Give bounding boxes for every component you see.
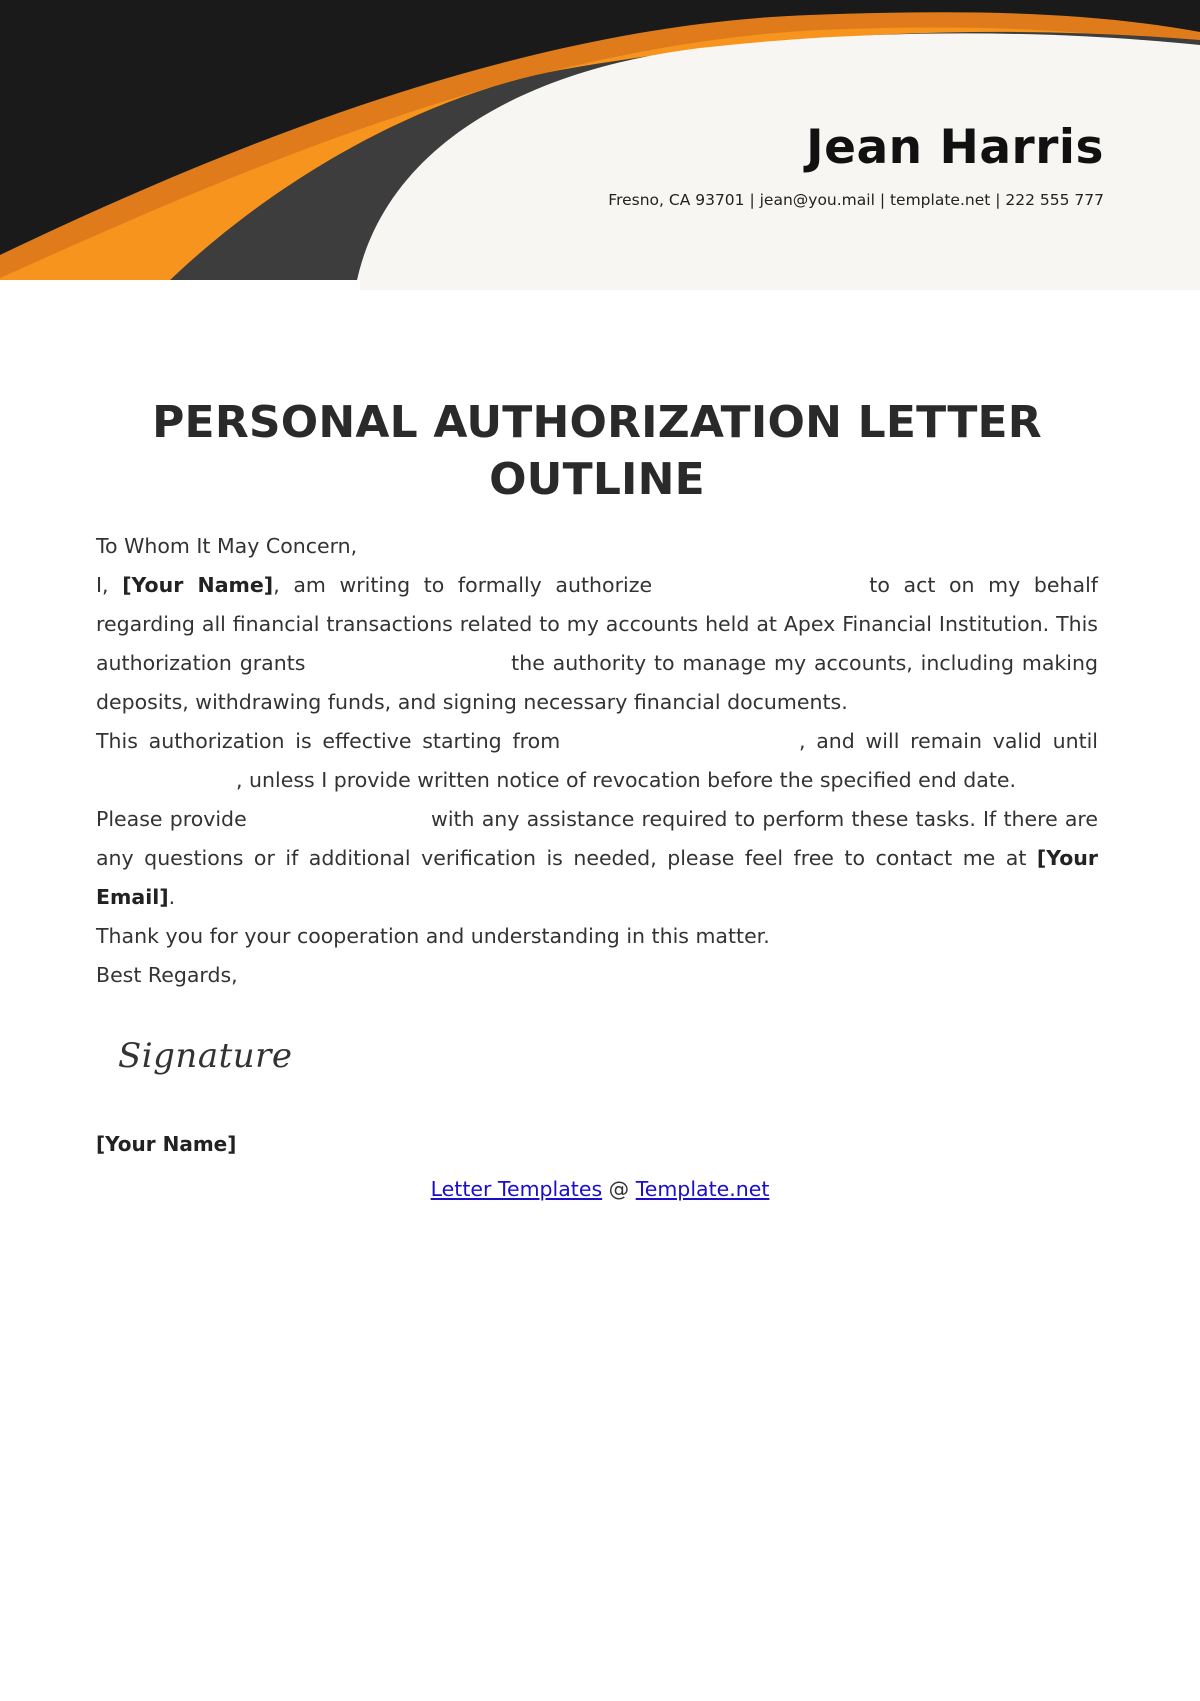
- your-email-placeholder: [Your Email]: [96, 846, 1098, 909]
- footer-separator: @: [602, 1177, 636, 1201]
- letter-body: [96, 527, 1098, 995]
- paragraph-thanks: Thank you for your cooperation and understanding in this matter.: [96, 924, 770, 948]
- your-name-placeholder: [Your Name]: [122, 573, 274, 597]
- signer-name: [Your Name]: [96, 1132, 237, 1156]
- title-line-1: PERSONAL AUTHORIZATION LETTER: [152, 397, 1042, 448]
- salutation: To Whom It May Concern,: [96, 534, 358, 558]
- paragraph-validity: This authorization is effective starting from , and will remain valid until , unless I provide written notice of revocation before the specified end date.: [96, 729, 1099, 792]
- document-title: [96, 394, 1098, 508]
- paragraph-assistance: Please provide with any assistance required to perform these tasks. If there are any questions or if additional verification is needed, please feel free to contact me at [Your Email].: [96, 807, 1099, 909]
- letterhead-banner: [0, 0, 1200, 290]
- sender-name: Jean Harris: [806, 120, 1104, 175]
- title-line-2: OUTLINE: [489, 454, 705, 505]
- signature: Signature: [118, 1036, 293, 1076]
- letter-templates-link[interactable]: Letter Templates: [430, 1177, 603, 1201]
- template-net-link[interactable]: Template.net: [635, 1177, 770, 1201]
- paragraph-authorization: I, [Your Name], am writing to formally authorize to act on my behalf regarding all financial transactions related to my accounts held at Apex Financial Institution. This authorization grants the authority to manage my accounts, including making deposits, withdrawing funds, and signing necessary financial documents.: [96, 573, 1099, 714]
- closing: Best Regards,: [96, 963, 238, 987]
- footer-attribution: [0, 1177, 1200, 1201]
- sender-contact-info: Fresno, CA 93701 | jean@you.mail | template.net | 222 555 777: [608, 191, 1104, 209]
